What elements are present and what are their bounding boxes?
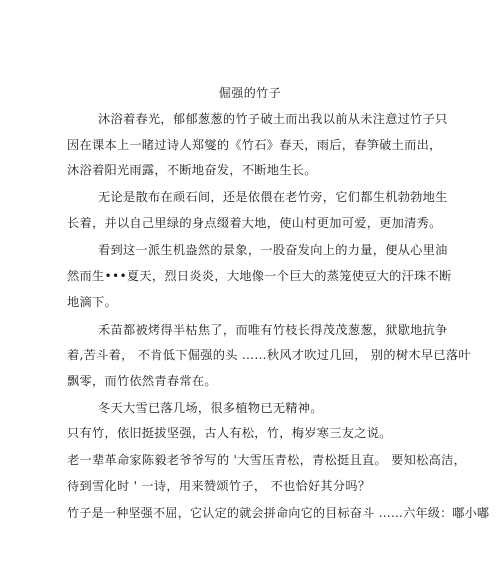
- text-line: 只有竹，依旧挺拔坚强，古人有松，竹，梅岁寒三友之说。: [67, 426, 392, 440]
- text-line: 因在课本上一睹过诗人郑燮的《竹石》春天，雨后，春笋破土而出，: [67, 138, 442, 152]
- text-line: 然而生•••夏天，烈日炎炎，大地像一个巨大的蒸笼使豆大的汗珠不断: [67, 269, 452, 283]
- text-line: 老一辈革命家陈毅老爷爷写的 '大雪压青松，青松挺且直。 要知松高洁，: [67, 453, 467, 467]
- text-line: 冬天大雪已落几场，很多植物已无精神。: [98, 401, 323, 415]
- text-line: 看到这一派生机盎然的景象，一股奋发向上的力量，便从心里油: [98, 243, 448, 257]
- text-line: 长着，并以自己里绿的身点缀着大地，使山村更加可爱，更加清秀。: [67, 216, 442, 230]
- text-line: 无论是散布在顽石间，还是依偎在老竹旁，它们都生机勃勃地生: [98, 190, 448, 204]
- document-title: 倔强的竹子: [218, 86, 282, 100]
- text-line: 沐浴着阳光雨露，不断地奋发，不断地生长。: [67, 163, 317, 177]
- text-line: 待到雪化时 ' 一诗，用来赞颂竹子， 不也恰好其分吗？: [67, 479, 371, 493]
- text-line: 着,苦斗着， 不肯低下倔强的头 ……秋风才吹过几回， 别的树木早已落叶: [67, 348, 471, 362]
- text-line: 飘零，而竹依然青春常在。: [67, 374, 217, 388]
- text-line: 地滴下。: [67, 295, 117, 309]
- text-line: 沐浴着春光，郁郁葱葱的竹子破土而出我以前从未注意过竹子只: [98, 112, 448, 126]
- text-line: 竹子是一种坚强不屈，它认定的就会拼命向它的目标奋斗 ……六年级：嘟小嘟: [67, 506, 490, 520]
- text-line: 禾苗都被烤得半枯焦了，而唯有竹枝长得茂茂葱葱，狱歇地抗争: [98, 323, 448, 337]
